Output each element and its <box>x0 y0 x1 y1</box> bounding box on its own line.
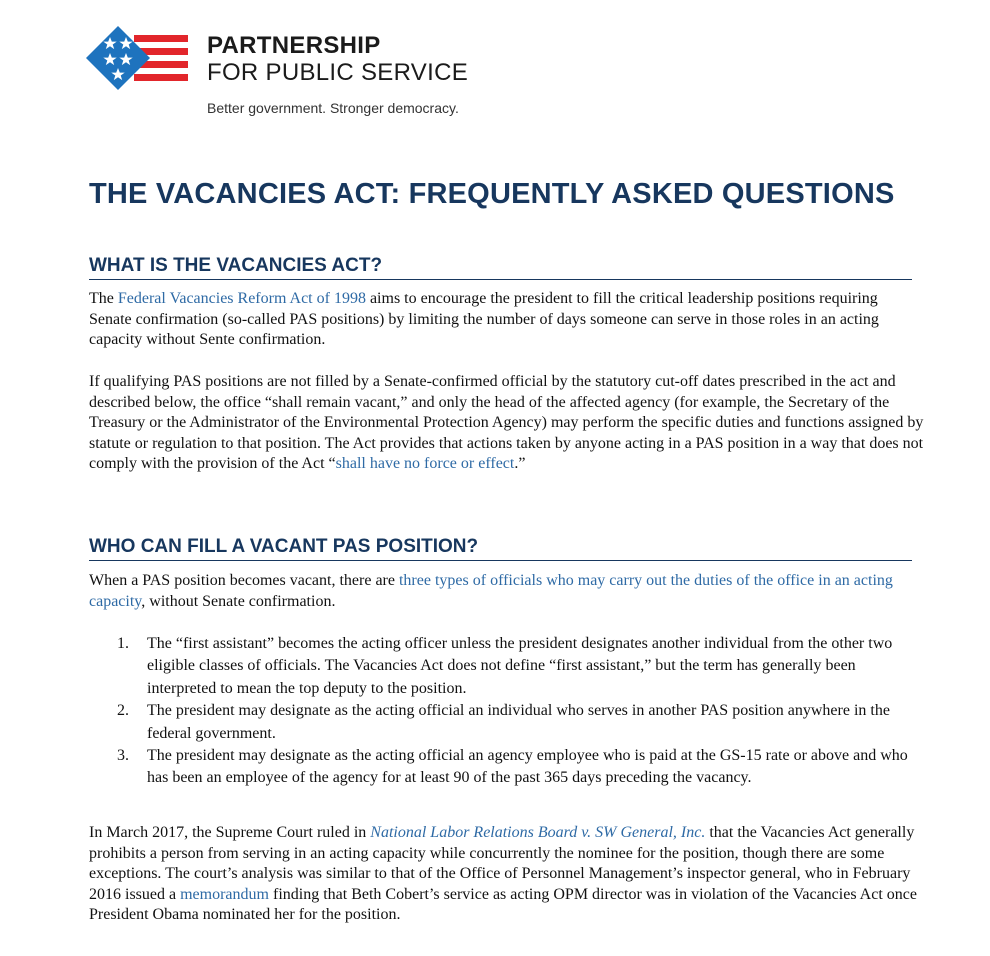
text-run: aims to encourage the president to fill the critical leadership positions requiring Senate confirmation (so-called PAS positions) by limiting the number of days someone can serve in those roles in an acting capacity without Sente confirmation. <box>89 290 879 349</box>
link-three-types-of-officials[interactable]: three types of officials who may carry out the duties of the office in an acting capacity <box>89 572 893 610</box>
text-run: , without Senate confirmation. <box>141 592 336 610</box>
list-item-text: The president may designate as the acting official an agency employee who is paid at the GS-15 rate or above and who has been an employee of the agency for at least 90 of the past 365 days preceding the vacancy. <box>147 747 908 787</box>
org-name-line1: PARTNERSHIP <box>207 32 381 59</box>
text-run: finding that Beth Cobert’s service as acting OPM director was in violation of the Vacancies Act once President Obama nominated her for the position. <box>89 885 917 924</box>
text-run: The <box>89 290 118 307</box>
section-heading-what-is: WHAT IS THE VACANCIES ACT? <box>89 255 912 280</box>
paragraph-who-can-fill <box>89 571 924 612</box>
officials-list <box>89 633 924 790</box>
link-no-force-or-effect[interactable]: shall have no force or effect <box>335 455 515 473</box>
flag-diamond-icon <box>86 26 190 90</box>
paragraph-supreme-court <box>89 823 924 926</box>
text-run: When a PAS position becomes vacant, there are <box>89 572 399 589</box>
list-item <box>89 745 924 790</box>
logo <box>86 26 190 95</box>
paragraph-vacant-offices <box>89 372 924 475</box>
link-nlrb-v-sw-general[interactable]: National Labor Relations Board v. SW General, Inc. <box>370 824 706 841</box>
text-run: .” <box>514 455 526 473</box>
text-run: In March 2017, the Supreme Court ruled in <box>89 824 371 841</box>
paragraph-intro <box>89 289 924 351</box>
list-item-number: 3. <box>117 747 129 765</box>
tagline: Better government. Stronger democracy. <box>207 100 459 116</box>
text-run: that the Vacancies Act generally prohibits a person from serving in an acting capacity while concurrently the nominee for the position, though there are some exceptions. The court’s analysis was similar to that of the Office of Personnel Management’s inspector general, who in February 2016 issued a <box>89 824 915 903</box>
text-run: If qualifying PAS positions are not filled by a Senate-confirmed official by the statutory cut-off dates prescribed in the act and described below, the office “shall remain vacant,” and only the head of the affected agency (for example, the Secretary of the Treasury or the Administrator of the Environmental Protection Agency) may perform the specific duties and functions assigned by statute or regulation to that position. The Act provides that actions taken by anyone acting in a PAS position in a way that does not comply with the provision of the Act “ <box>89 373 924 473</box>
link-fvra-1998[interactable]: Federal Vacancies Reform Act of 1998 <box>117 290 366 307</box>
org-name-line2: FOR PUBLIC SERVICE <box>207 59 469 86</box>
list-item-text: The “first assistant” becomes the acting officer unless the president designates another individual from the other two eligible classes of officials. The Vacancies Act does not define “first assistant,” but the term has generally been interpreted to mean the top deputy to the position. <box>147 635 893 697</box>
link-memorandum[interactable]: memorandum <box>180 885 269 903</box>
list-item-text: The president may designate as the acting official an individual who serves in another PAS position anywhere in the federal government. <box>147 702 890 742</box>
section-heading-who-can-fill: WHO CAN FILL A VACANT PAS POSITION? <box>89 536 912 561</box>
org-name <box>207 32 468 86</box>
list-item <box>89 633 924 700</box>
list-item-number: 2. <box>117 702 129 720</box>
list-item <box>89 700 924 745</box>
document-title: THE VACANCIES ACT: FREQUENTLY ASKED QUESTIONS <box>89 178 895 210</box>
list-item-number: 1. <box>117 635 129 652</box>
